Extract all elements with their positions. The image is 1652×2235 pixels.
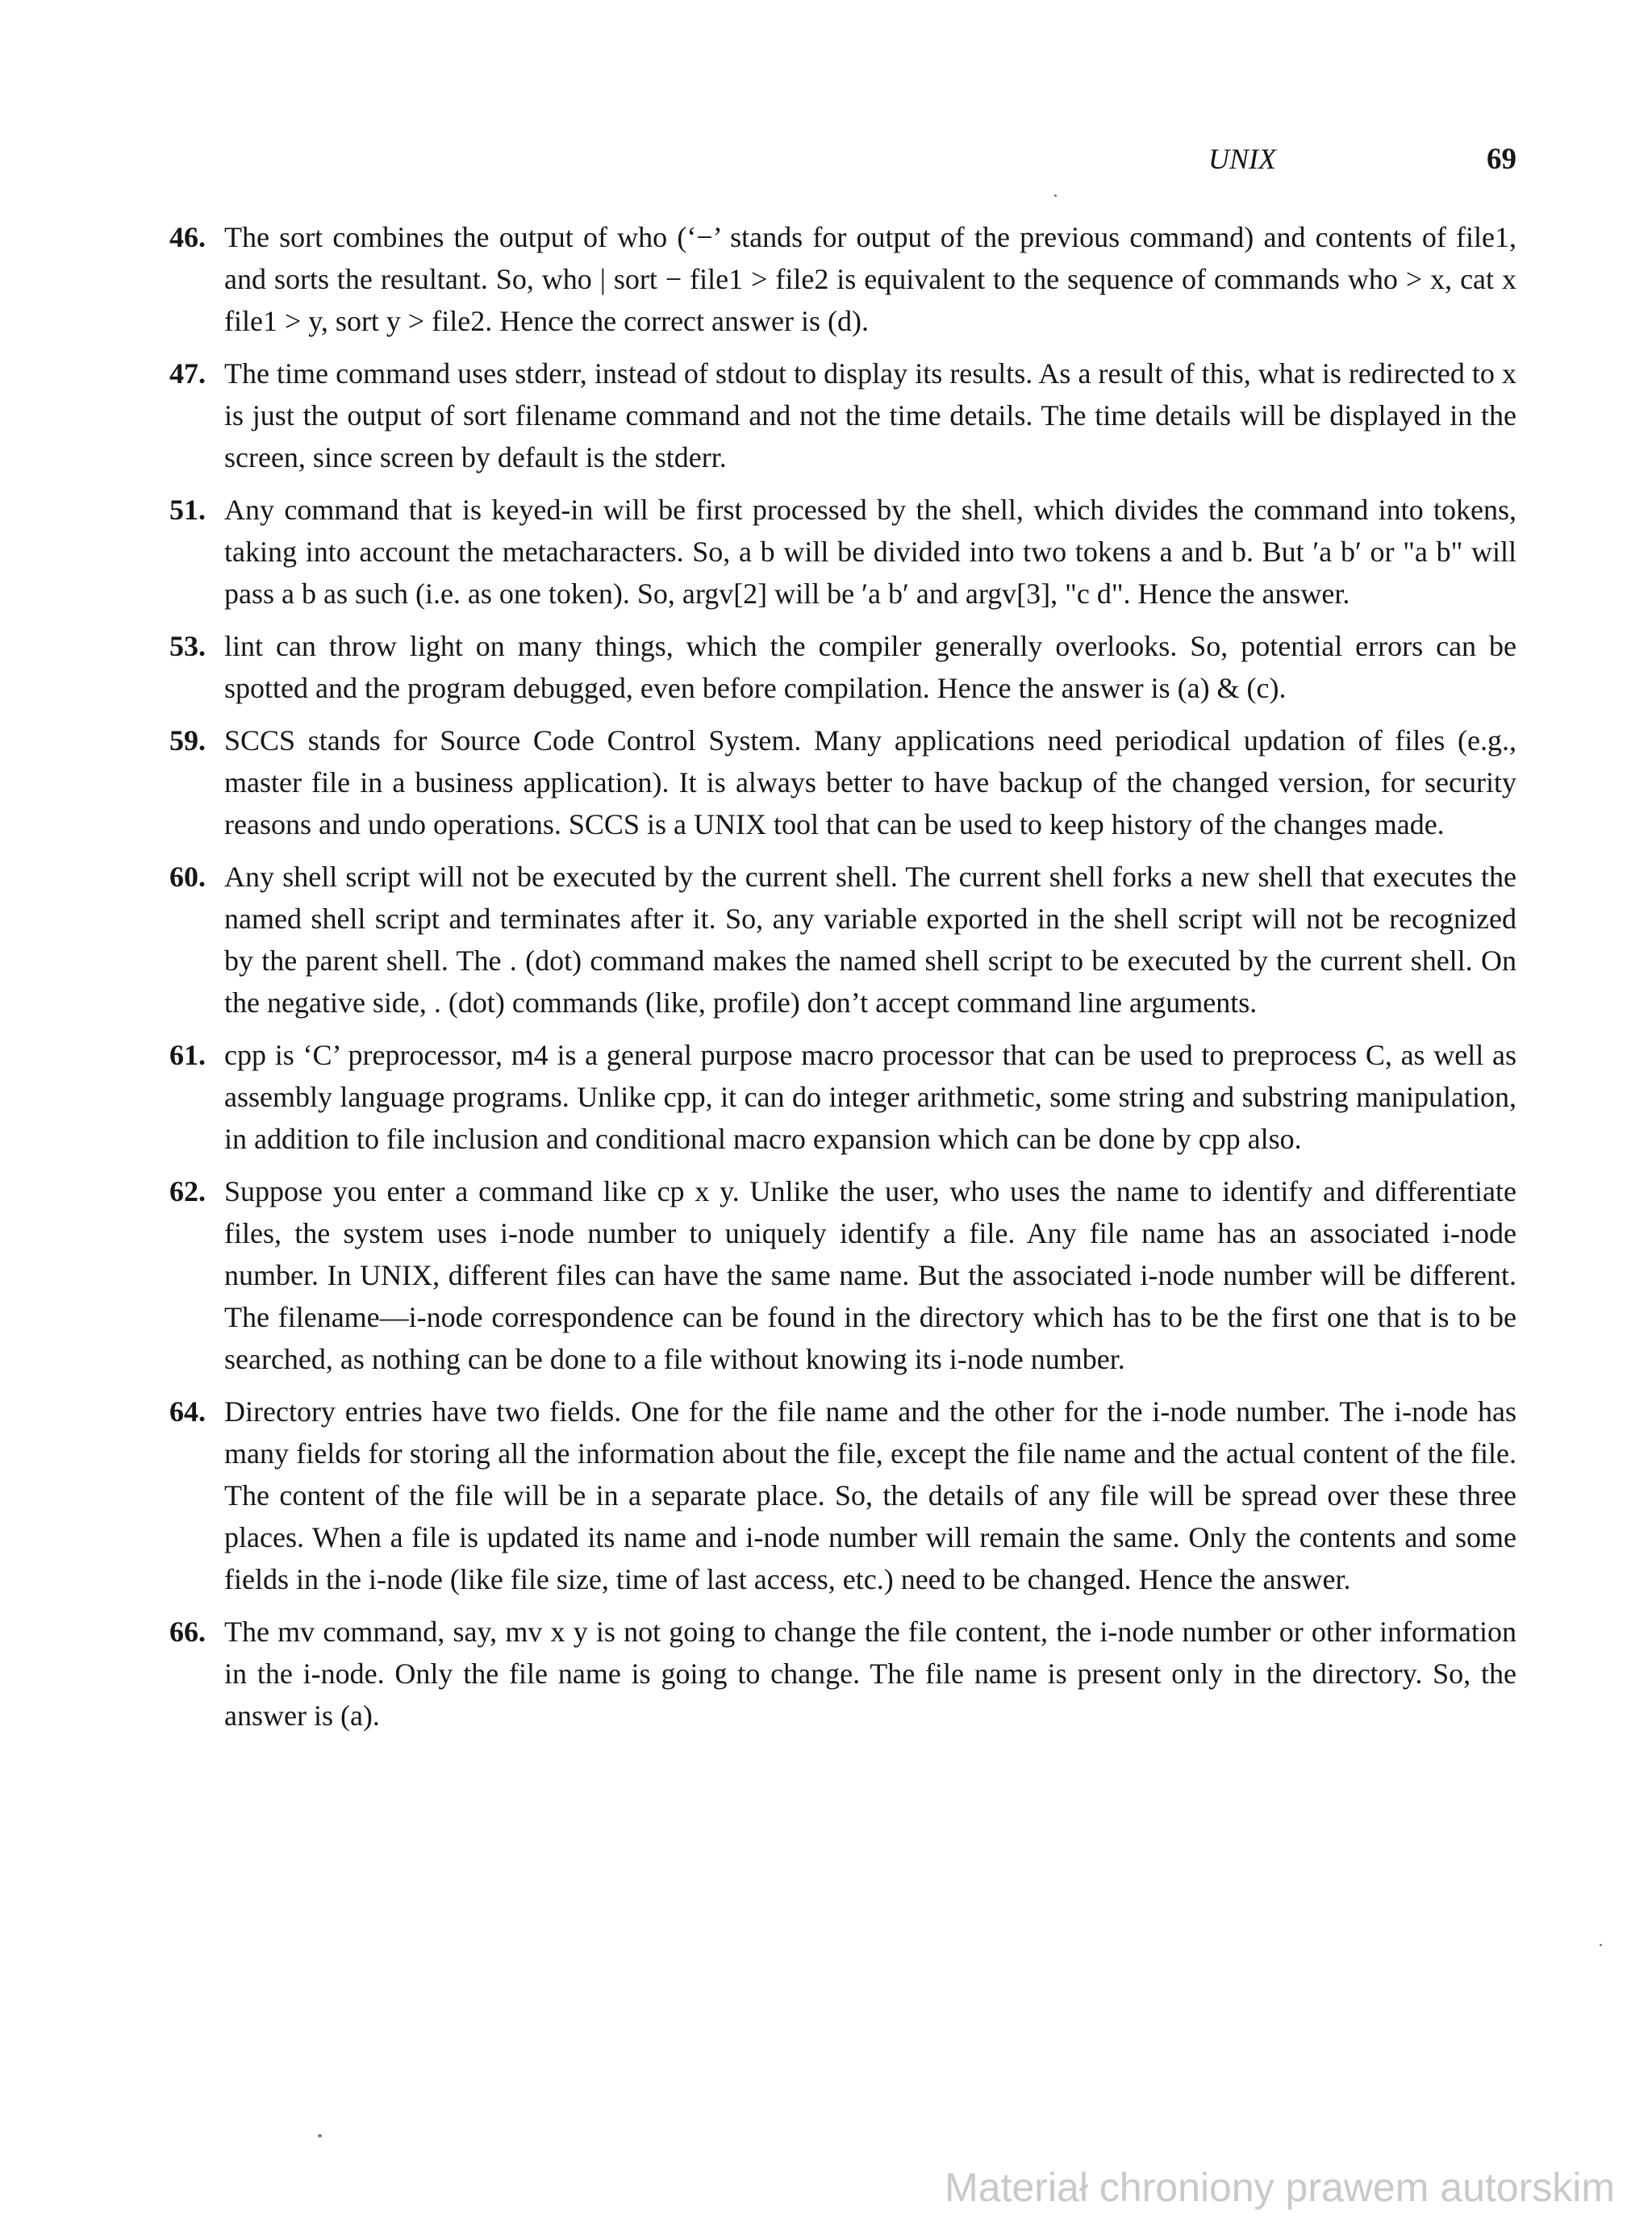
answer-entry xyxy=(169,1611,1516,1737)
entry-text: SCCS stands for Source Code Control System. Many applications need periodical updation of files (e.g., master file in a business application). It is always better to have backup of the changed version, for security reasons and undo operations. SCCS is a UNIX tool that can be used to keep history of the changes made. xyxy=(224,724,1516,840)
entry-number: 53. xyxy=(169,630,206,662)
answer-entry xyxy=(169,1391,1516,1600)
answer-entry xyxy=(169,856,1516,1024)
entry-number: 51. xyxy=(169,494,206,526)
entry-number: 62. xyxy=(169,1175,206,1207)
entry-text: The time command uses stderr, instead of stdout to display its results. As a result of this, what is redirected to x is just the output of sort filename command and not the time details. The time details will be displayed in the screen, since screen by default is the stderr. xyxy=(224,357,1516,473)
page-number: 69 xyxy=(1487,143,1516,176)
answer-entry xyxy=(169,1034,1516,1160)
entry-text: Any command that is keyed-in will be first processed by the shell, which divides the command into tokens, taking into account the metacharacters. So, a b will be divided into two tokens a and b. But ′a b′ or "a b" will pass a b as such (i.e. as one token). So, argv[2] will be ′a b′ and argv[3], "c d". Hence the answer. xyxy=(224,494,1516,610)
answer-entry xyxy=(169,352,1516,478)
entry-number: 66. xyxy=(169,1616,206,1648)
entry-text: The mv command, say, mv x y is not going to change the file content, the i-node number or other information in the i-node. Only the file name is going to change. The file name is present only in the directory. So, the answer is (a). xyxy=(224,1616,1516,1732)
entry-number: 61. xyxy=(169,1039,206,1071)
entry-number: 59. xyxy=(169,724,206,757)
copyright-watermark: Materiał chroniony prawem autorskim xyxy=(945,2165,1615,2210)
answer-entry xyxy=(169,625,1516,709)
entry-number: 46. xyxy=(169,221,206,253)
running-title: UNIX xyxy=(1208,143,1276,175)
entry-text: Directory entries have two fields. One for the file name and the other for the i-node number. The i-node has many fields for storing all the information about the file, except the file name and the actual content of the file. The content of the file will be in a separate place. So, the details of any file will be spread over these three places. When a file is updated its name and i-node number will remain the same. Only the contents and some fields in the i-node (like file size, time of last access, etc.) need to be changed. Hence the answer. xyxy=(224,1395,1516,1595)
page-header xyxy=(169,142,1516,182)
entry-number: 47. xyxy=(169,357,206,390)
entry-text: lint can throw light on many things, which the compiler generally overlooks. So, potential errors can be spotted and the program debugged, even before compilation. Hence the answer is (a) & (c). xyxy=(224,630,1516,704)
scan-speck xyxy=(318,2134,322,2137)
entry-text: The sort combines the output of who (‘−’ stands for output of the previous command) and contents of file1, and sorts the resultant. So, who | sort − file1 > file2 is equivalent to the sequence of commands who > x, cat x file1 > y, sort y > file2. Hence the correct answer is (d). xyxy=(224,221,1516,337)
scan-speck xyxy=(1600,1944,1602,1946)
answer-entry xyxy=(169,1170,1516,1380)
entry-number: 64. xyxy=(169,1395,206,1428)
entry-text: Any shell script will not be executed by the current shell. The current shell forks a new shell that executes the named shell script and terminates after it. So, any variable exported in the shell script will not be recognized by the parent shell. The . (dot) command makes the named shell script to be executed by the current shell. On the negative side, . (dot) commands (like, profile) don’t accept command line arguments. xyxy=(224,861,1516,1019)
answer-entry xyxy=(169,489,1516,615)
entry-text: cpp is ‘C’ preprocessor, m4 is a general purpose macro processor that can be used to preprocess C, as well as assembly language programs. Unlike cpp, it can do integer arithmetic, some string and substring manipulation, in addition to file inclusion and conditional macro expansion which can be done by cpp also. xyxy=(224,1039,1516,1155)
entry-number: 60. xyxy=(169,861,206,893)
answer-entry xyxy=(169,216,1516,342)
answer-entry xyxy=(169,719,1516,845)
entry-text: Suppose you enter a command like cp x y. Unlike the user, who uses the name to identify and differentiate files, the system uses i-node number to uniquely identify a file. Any file name has an associated i-node number. In UNIX, different files can have the same name. But the associated i-node number will be different. The filename—i-node correspondence can be found in the directory which has to be the first one that is to be searched, as nothing can be done to a file without knowing its i-node number. xyxy=(224,1175,1516,1375)
scan-speck xyxy=(1054,194,1057,197)
answer-explanations xyxy=(169,216,1516,1737)
